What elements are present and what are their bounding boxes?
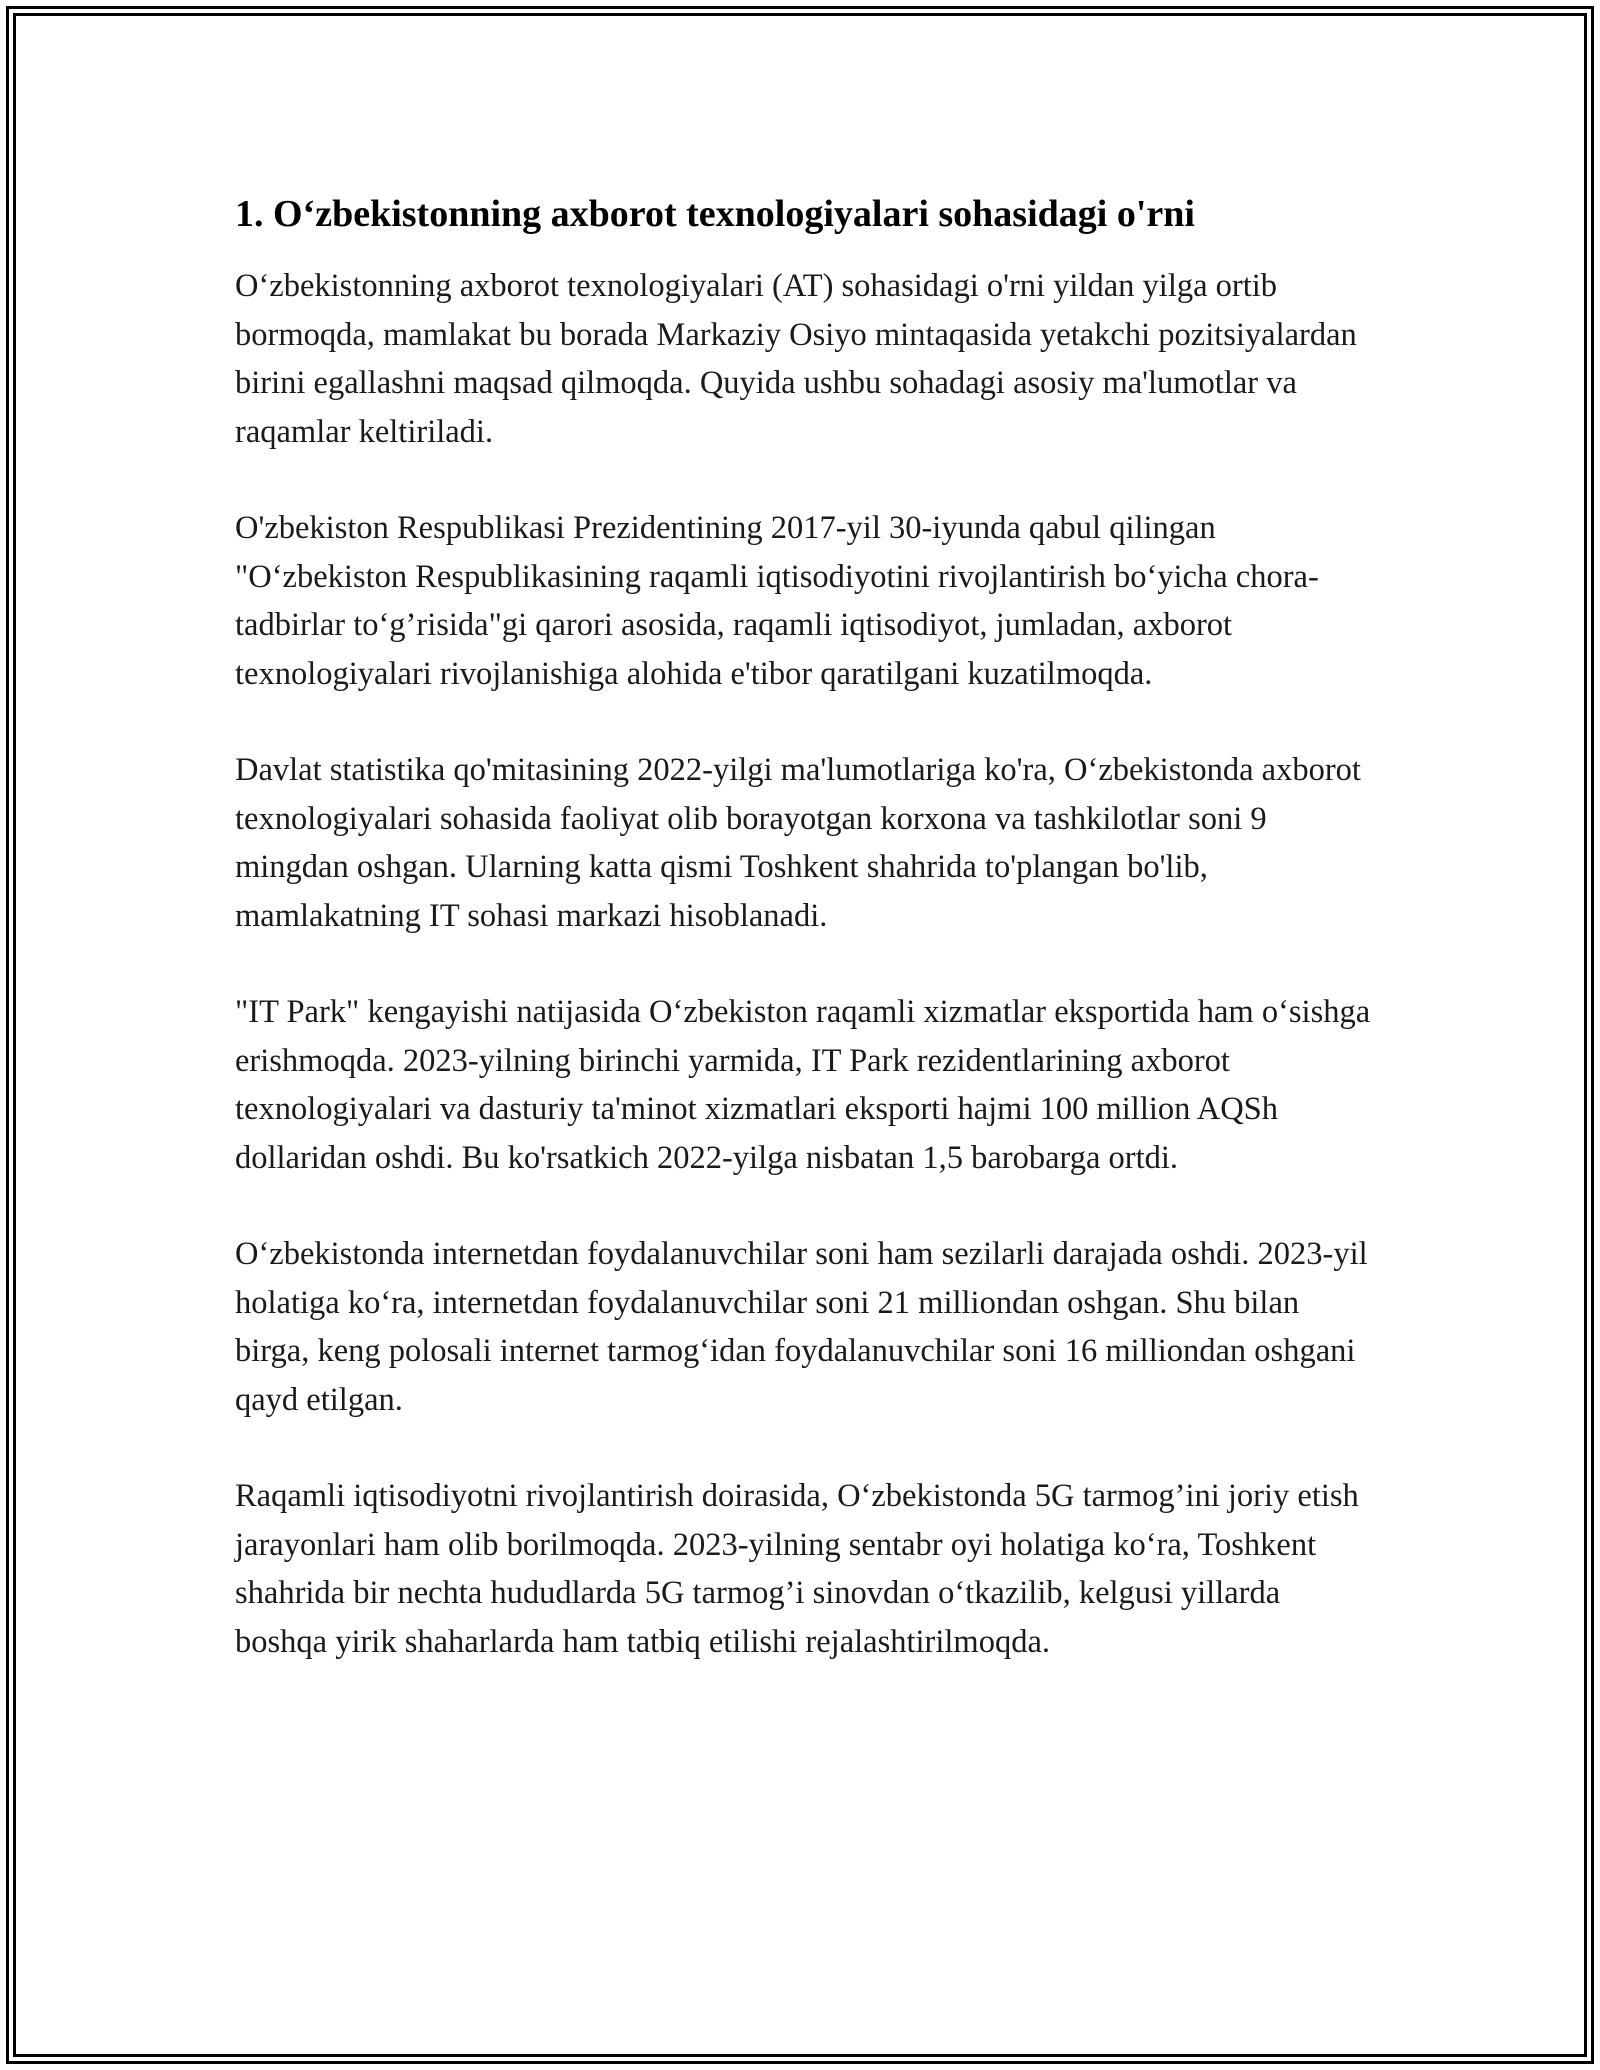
document-body [235, 190, 1375, 1714]
paragraph-decree: O'zbekiston Respublikasi Prezidentining 2017-yil 30-iyunda qabul qilingan "O‘zbekiston Respublikasining raqamli iqtisodiyotini rivojlantirish bo‘yicha chora-tadbirlar to‘g’risida"gi qarori asosida, raqamli iqtisodiyot, jumladan, axborot texnologiyalari rivojlanishiga alohida e'tibor qaratilgani kuzatilmoqda. [235, 510, 1319, 692]
paragraph-it-park: "IT Park" kengayishi natijasida O‘zbekiston raqamli xizmatlar eksportida ham o‘sishga erishmoqda. 2023-yilning birinchi yarmida, IT Park rezidentlarining axborot texnologiyalari va dasturiy ta'minot xizmatlari eksporti hajmi 100 million AQSh dollaridan oshdi. Bu ko'rsatkich 2022-yilga nisbatan 1,5 barobarga ortdi. [235, 994, 1371, 1176]
paragraph-internet-users: O‘zbekistonda internetdan foydalanuvchilar soni ham sezilarli darajada oshdi. 2023-yil holatiga ko‘ra, internetdan foydalanuvchilar soni 21 milliondan oshgan. Shu bilan birga, keng polosali internet tarmog‘idan foydalanuvchilar soni 16 milliondan oshgani qayd etilgan. [235, 1236, 1368, 1418]
paragraph-intro: O‘zbekistonning axborot texnologiyalari (AT) sohasidagi o'rni yildan yilga ortib bormoqda, mamlakat bu borada Markaziy Osiyo mintaqasida yetakchi pozitsiyalardan birini egallashni maqsad qilmoqda. Quyida ushbu sohadagi asosiy ma'lumotlar va raqamlar keltiriladi. [235, 268, 1357, 450]
paragraph-5g: Raqamli iqtisodiyotni rivojlantirish doirasida, O‘zbekistonda 5G tarmog’ini joriy etish jarayonlari ham olib borilmoqda. 2023-yilning sentabr oyi holatiga ko‘ra, Toshkent shahrida bir nechta hududlarda 5G tarmog’i sinovdan o‘tkazilib, kelgusi yillarda boshqa yirik shaharlarda ham tatbiq etilishi rejalashtirilmoqda. [235, 1478, 1359, 1660]
section-heading: 1. O‘zbekistonning axborot texnologiyalari sohasidagi o'rni [235, 193, 1195, 235]
paragraph-statistics: Davlat statistika qo'mitasining 2022-yilgi ma'lumotlariga ko'ra, O‘zbekistonda axborot texnologiyalari sohasida faoliyat olib borayotgan korxona va tashkilotlar soni 9 mingdan oshgan. Ularning katta qismi Toshkent shahrida to'plangan bo'lib, mamlakatning IT sohasi markazi hisoblanadi. [235, 752, 1361, 934]
